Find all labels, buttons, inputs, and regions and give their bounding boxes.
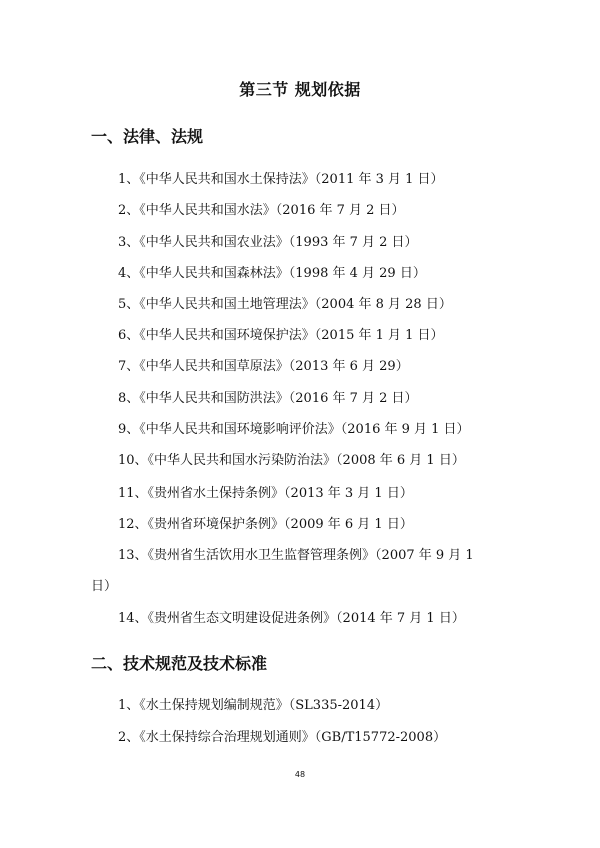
list-item: 2、《中华人民共和国水法》（2016 年 7 月 2 日） [118, 203, 405, 218]
list-item: 14、《贵州省生态文明建设促进条例》（2014 年 7 月 1 日） [118, 611, 465, 626]
list-item-continuation: 日） [91, 579, 118, 594]
page-title: 第三节 规划依据 [239, 80, 361, 99]
list-item: 7、《中华人民共和国草原法》（2013 年 6 月 29） [118, 359, 409, 374]
list-item: 2、《水土保持综合治理规划通则》（GB/T15772-2008） [118, 730, 447, 745]
list-item: 6、《中华人民共和国环境保护法》（2015 年 1 月 1 日） [118, 328, 444, 343]
page-number: 48 [294, 770, 306, 779]
list-item: 9、《中华人民共和国环境影响评价法》（2016 年 9 月 1 日） [118, 422, 470, 437]
list-item: 12、《贵州省环境保护条例》（2009 年 6 月 1 日） [118, 517, 413, 532]
list-item: 1、《水土保持规划编制规范》（SL335-2014） [118, 698, 389, 713]
list-item: 1、《中华人民共和国水土保持法》（2011 年 3 月 1 日） [118, 172, 444, 187]
list-item: 10、《中华人民共和国水污染防治法》（2008 年 6 月 1 日） [118, 453, 465, 468]
list-item: 3、《中华人民共和国农业法》（1993 年 7 月 2 日） [118, 235, 418, 250]
list-item: 5、《中华人民共和国土地管理法》（2004 年 8 月 28 日） [118, 297, 452, 312]
list-item: 13、《贵州省生活饮用水卫生监督管理条例》（2007 年 9 月 1 [118, 548, 474, 563]
list-item: 4、《中华人民共和国森林法》（1998 年 4 月 29 日） [118, 266, 426, 281]
section-heading-laws: 一、法律、法规 [91, 127, 204, 146]
list-item: 11、《贵州省水土保持条例》（2013 年 3 月 1 日） [118, 486, 413, 501]
section-heading-standards: 二、技术规范及技术标准 [91, 654, 268, 673]
list-item: 8、《中华人民共和国防洪法》（2016 年 7 月 2 日） [118, 391, 418, 406]
